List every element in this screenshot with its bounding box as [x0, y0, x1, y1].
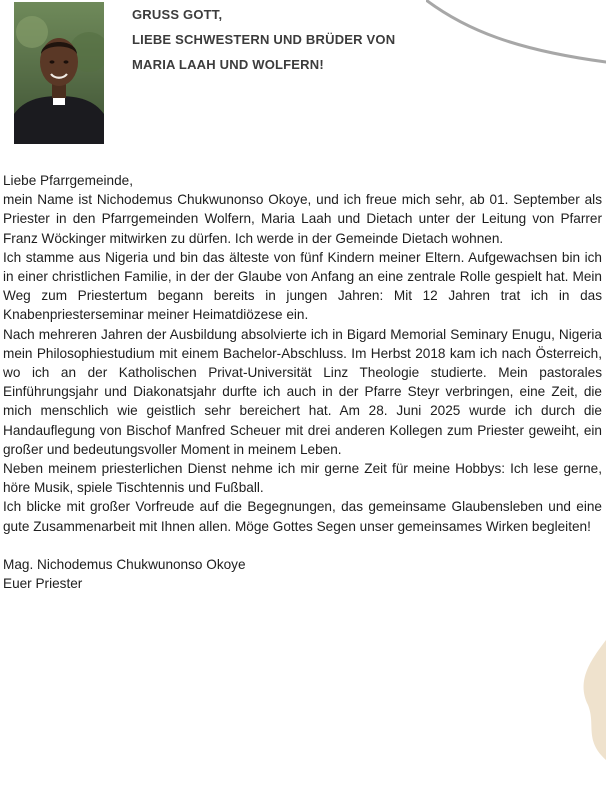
decorative-swoosh [426, 0, 606, 75]
letter-body [3, 171, 602, 593]
greeting-line-1: GRUSS GOTT, [132, 7, 223, 22]
greeting-line-3: MARIA LAAH UND WOLFERN! [132, 57, 324, 72]
paragraph-education: Nach mehreren Jahren der Ausbildung absolvierte ich in Bigard Memorial Seminary Enugu, Nigeria mein Philosophiestudium mit einem Bachelor-Abschluss. Im Herbst 2018 kam ich nach Österreich, wo ich an der Katholischen Privat-Universität Linz Theologie studierte. Mein pastorales Einführungsjahr und Diakonatsjahr durfte ich auch in der Pfarre Steyr verbringen, eine Zeit, die mich menschlich wie geistlich sehr bereichert hat. Am 28. Juni 2025 wurde ich durch die Handauflegung von Bischof Manfred Scheuer mit drei anderen Kollegen zum Priester geweiht, ein großer und bedeutungsvoller Moment in meinem Leben. [3, 326, 602, 457]
paragraph-hobbies: Neben meinem priesterlichen Dienst nehme ich mir gerne Zeit für meine Hobbys: Ich lese gerne, höre Musik, spiele Tischtennis und Fußball. [3, 461, 602, 496]
paragraph-closing: Ich blicke mit großer Vorfreude auf die Begegnungen, das gemeinsame Glaubensleben und eine gute Zusammenarbeit mit Ihnen allen. Möge Gottes Segen unser gemeinsames Wirken begleiten! [3, 499, 602, 534]
priest-portrait [14, 2, 104, 144]
greeting-line-2: LIEBE SCHWESTERN UND BRÜDER VON [132, 32, 396, 47]
greeting-header [132, 2, 432, 77]
decorative-watercolor [566, 640, 606, 760]
signature-block [3, 555, 602, 593]
paragraph-origin: Ich stamme aus Nigeria und bin das älteste von fünf Kindern meiner Eltern. Aufgewachsen bin ich in einer christlichen Familie, in der der Glaube von Anfang an eine zentrale Rolle gespielt hat. Mein Weg zum Priestertum begann bereits in jungen Jahren: Mit 12 Jahren trat ich in das Knabenpriesterseminar meiner Heimatdiözese ein. [3, 249, 602, 323]
salutation: Liebe Pfarrgemeinde, [3, 173, 133, 188]
paragraph-introduction: mein Name ist Nichodemus Chukwunonso Okoye, und ich freue mich sehr, ab 01. September als Priester in den Pfarrgemeinden Wolfern, Maria Laah und Dietach unter der Leitung von Pfarrer Franz Wöckinger mitwirken zu dürfen. Ich werde in der Gemeinde Dietach wohnen. [3, 192, 602, 246]
signature-name: Mag. Nichodemus Chukwunonso Okoye [3, 556, 246, 572]
signature-title: Euer Priester [3, 576, 83, 592]
